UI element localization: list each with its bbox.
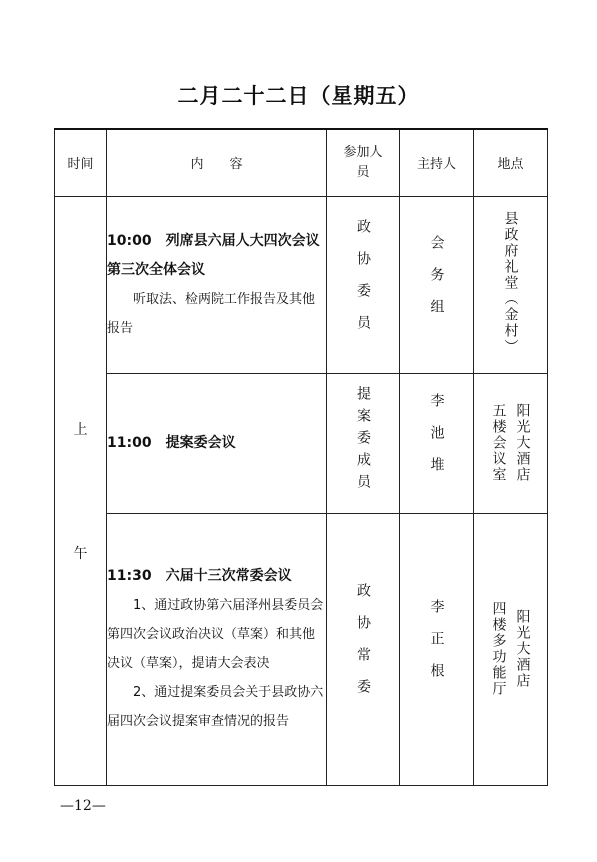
agenda-detail: 2、通过提案委员会关于县政协六届四次会议提案审查情况的报告: [107, 685, 324, 729]
host-cell: [400, 373, 474, 513]
location-text: 阳光大酒店: [514, 609, 531, 689]
host-cell: [400, 513, 474, 785]
agenda-heading: 11:30 六届十三次常委会议: [107, 568, 292, 584]
location-text: 四楼多功能厅: [490, 601, 507, 697]
agenda-detail: 1、通过政协第六届泽州县委员会第四次会议政治决议（草案）和其他决议（草案），提请大会表决: [107, 598, 324, 671]
location-cell: [474, 373, 548, 513]
agenda-heading: 10:00 列席县六届人大四次会议第三次全体会议: [107, 232, 320, 278]
page-title: 二月二十二日（星期五）: [177, 84, 420, 108]
location-cell: [474, 513, 548, 785]
header-participants: 参加人员: [327, 129, 400, 196]
host-cell: [400, 196, 474, 373]
agenda-detail: 听取法、检两院工作报告及其他报告: [107, 291, 316, 336]
participants-cell: [327, 373, 400, 513]
header-location: 地点: [474, 129, 548, 196]
period-bottom: 午: [73, 545, 88, 562]
location-text: 阳光大酒店: [514, 403, 531, 483]
host-text: 会务组: [428, 234, 445, 331]
header-host: 主持人: [400, 129, 474, 196]
location-text: 县政府礼堂（金村）: [502, 210, 519, 355]
location-cell: [474, 196, 548, 373]
participants-cell: [327, 196, 400, 373]
content-cell: [107, 373, 327, 513]
location-text: 五楼会议室: [490, 403, 507, 483]
table-row: [55, 513, 548, 785]
period-top: 上: [73, 421, 88, 438]
content-cell: [107, 196, 327, 373]
participants-text: 政协委员: [355, 218, 371, 347]
period-cell: [55, 196, 107, 785]
content-cell: [107, 513, 327, 785]
schedule-table: [54, 128, 548, 786]
header-time: 时间: [55, 129, 107, 196]
page-number: —12—: [60, 798, 106, 814]
table-row: [55, 373, 548, 513]
participants-cell: [327, 513, 400, 785]
participants-text: 政协常委: [355, 583, 371, 711]
participants-text: 提案委成员: [355, 386, 371, 496]
agenda-heading: 11:00 提案委会议: [107, 434, 236, 451]
table-row: [55, 196, 548, 373]
host-text: 李正根: [428, 599, 445, 695]
header-content: 内 容: [107, 129, 327, 196]
host-text: 李池堆: [428, 393, 445, 489]
header-row: [55, 129, 548, 196]
